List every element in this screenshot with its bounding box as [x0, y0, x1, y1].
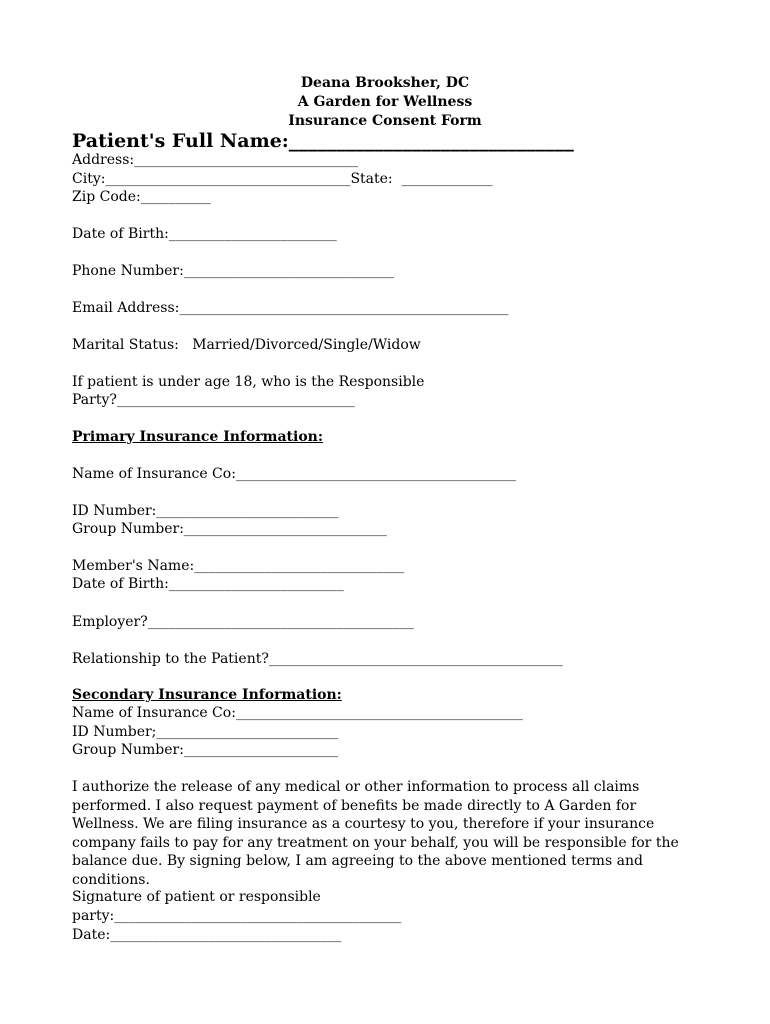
signature-field[interactable]: party:_________________________________________: [72, 908, 402, 924]
zip-code-field[interactable]: Zip Code:__________: [72, 189, 211, 205]
responsible-party-question: If patient is under age 18, who is the Responsible: [72, 374, 425, 390]
member-date-of-birth-field[interactable]: Date of Birth:_________________________: [72, 576, 344, 592]
signature-date-field[interactable]: Date:_________________________________: [72, 927, 342, 943]
responsible-party-field[interactable]: Party?__________________________________: [72, 392, 355, 408]
practice-name: A Garden for Wellness: [297, 94, 473, 110]
form-title: Insurance Consent Form: [288, 113, 482, 129]
secondary-insurance-company-field[interactable]: Name of Insurance Co:_________________________________________: [72, 705, 523, 721]
primary-insurance-company-field[interactable]: Name of Insurance Co:________________________________________: [72, 466, 516, 482]
phone-number-field[interactable]: Phone Number:______________________________: [72, 263, 394, 279]
form-header: [0, 74, 770, 131]
secondary-id-number-field[interactable]: ID Number;__________________________: [72, 724, 339, 740]
secondary-insurance-heading: Secondary Insurance Information:: [72, 687, 342, 703]
marital-status-field[interactable]: Marital Status: Married/Divorced/Single/Widow: [72, 337, 421, 353]
primary-insurance-heading: Primary Insurance Information:: [72, 429, 324, 445]
secondary-group-number-field[interactable]: Group Number:______________________: [72, 742, 338, 758]
email-address-field[interactable]: Email Address:_______________________________________________: [72, 300, 509, 316]
primary-group-number-field[interactable]: Group Number:_____________________________: [72, 521, 387, 537]
patient-full-name-field[interactable]: Patient's Full Name:______________________________: [72, 130, 574, 152]
city-state-field[interactable]: City:___________________________________State: _____________: [72, 171, 493, 187]
date-of-birth-field[interactable]: Date of Birth:________________________: [72, 226, 337, 242]
signature-label: Signature of patient or responsible: [72, 889, 321, 905]
practitioner-name: Deana Brooksher, DC: [300, 75, 470, 91]
relationship-field[interactable]: Relationship to the Patient?__________________________________________: [72, 651, 563, 667]
primary-id-number-field[interactable]: ID Number:__________________________: [72, 503, 339, 519]
authorization-paragraph: I authorize the release of any medical or other information to process all claims performed. I also request payment of benefits be made directly to A Garden for Wellness. We are filing insurance as a courtesy to you, therefore if your insurance company fails to pay for any treatment on your behalf, you will be responsible for the balance due. By signing below, I am agreeing to the above mentioned terms and conditions.: [72, 779, 679, 888]
address-field[interactable]: Address:________________________________: [72, 152, 359, 168]
employer-field[interactable]: Employer?______________________________________: [72, 614, 414, 630]
member-name-field[interactable]: Member's Name:______________________________: [72, 558, 405, 574]
